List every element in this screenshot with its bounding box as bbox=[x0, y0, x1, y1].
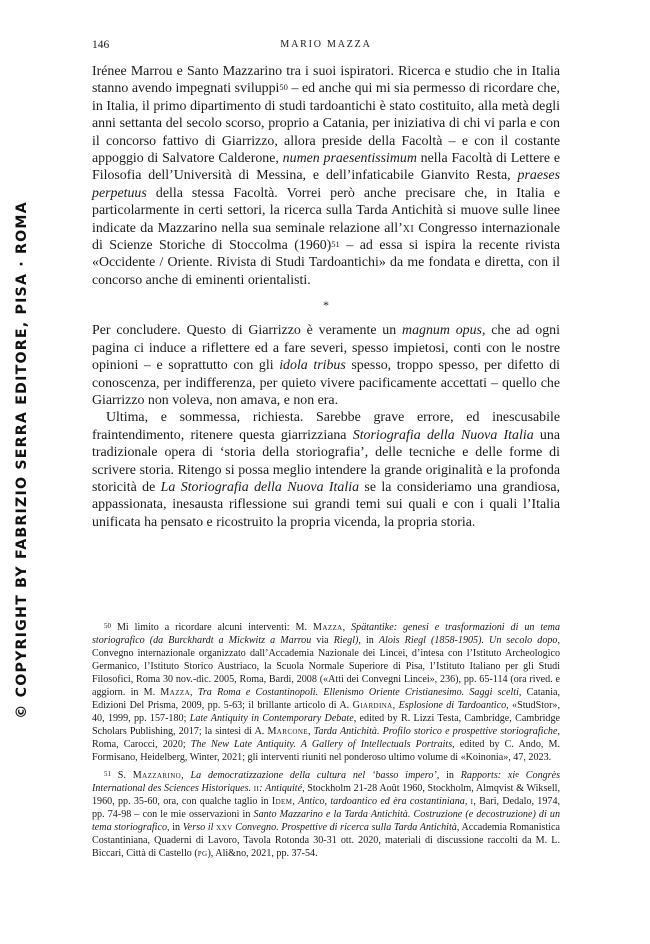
main-text bbox=[92, 63, 560, 531]
text-run: , in bbox=[358, 635, 379, 647]
text-run: spesso, troppo spesso, per difetto di conoscenza, per indifferenza, per quieto vivere pacificamente accettati – quello che Giarrizzo non voleva, non amava, e non era. bbox=[92, 358, 560, 408]
italic-run: Convegno. Prospettive di ricerca sulla Tarda Antichità bbox=[232, 821, 457, 833]
text-run: , bbox=[292, 795, 299, 807]
small-caps-run: Mazza bbox=[312, 622, 343, 633]
italic-run: Santo Mazzarino e la Tarda Antichità. Costruzione (e decostruzione) di un tema storiografico bbox=[92, 808, 560, 833]
italic-run: praeses perpetuus bbox=[92, 168, 560, 201]
italic-run: : Antiquité bbox=[259, 782, 303, 794]
copyright-notice: © COPYRIGHT BY FABRIZIO SERRA EDITORE, PISA · ROMA bbox=[14, 201, 31, 719]
small-caps-run: ii bbox=[253, 782, 260, 794]
text-run: , in bbox=[167, 821, 183, 833]
paragraph bbox=[92, 409, 560, 531]
small-caps-run: Marcone bbox=[267, 726, 308, 738]
footnote bbox=[92, 769, 560, 860]
text-run: S. bbox=[111, 769, 133, 781]
text-run: , bbox=[392, 700, 399, 712]
text-run: Ultima, e sommessa, richiesta. Sarebbe grave errore, ed inescusabile fraintendimento, ritenere questa giarrizziana bbox=[92, 410, 560, 443]
text-run: via bbox=[311, 635, 334, 647]
italic-run: Esplosione di Tardoantico bbox=[398, 700, 507, 712]
footnote-ref: 50 bbox=[279, 82, 288, 93]
italic-run: Verso il bbox=[182, 821, 217, 833]
italic-run: Riegl) bbox=[333, 635, 359, 647]
text-run: , bbox=[464, 795, 471, 807]
small-caps-run: xi bbox=[402, 220, 415, 236]
small-caps-run: xxv bbox=[216, 821, 233, 833]
italic-run: The New Late Antiquity. A Gallery of Intellectuals Portraits bbox=[190, 739, 453, 751]
small-caps-run: pg bbox=[197, 847, 208, 859]
text-run: , Catania, Edizioni Del Prisma, 2009, pp. 5-63; il brillante articolo di A. bbox=[92, 687, 561, 712]
text-run: Per concludere. Questo di Giarrizzo è veramente un bbox=[92, 323, 403, 339]
text-run: , «StudStor», 40, 1999, pp. 157-180; bbox=[92, 700, 561, 725]
copyright-sidebar bbox=[6, 201, 38, 719]
page-header bbox=[92, 39, 560, 55]
italic-run: Antico, tardoantico ed èra costantiniana bbox=[298, 795, 465, 807]
text-run: , Accademia Romanistica Costantiniana, Quaderni di Lavoro, Tavola Rotonda 30-31 ott. 2020, materiali di discussione raccolti da M. L. Biccari, Città di Castello ( bbox=[92, 821, 560, 859]
italic-run: Spätantike: genesi e trasformazioni di un tema storiografico (da Burckhardt a Mickwitz a Marrou bbox=[92, 622, 560, 647]
small-caps-run: Idem bbox=[271, 795, 293, 807]
italic-run: Tarda Antichità. Profilo storico e prospettive storiografiche bbox=[313, 726, 558, 738]
text-run: , Stockholm 21-28 Août 1960, Stockholm, Almqvist & Wiksell, 1960, pp. 35-60, ora, con qualche taglio in bbox=[92, 782, 560, 807]
italic-run: idola tribus bbox=[279, 358, 346, 374]
text-run: , bbox=[308, 726, 314, 738]
footnotes bbox=[92, 621, 560, 864]
small-caps-run: Mazza bbox=[160, 687, 191, 699]
footnote-ref: 51 bbox=[331, 239, 340, 250]
italic-run: magnum opus bbox=[402, 323, 482, 339]
italic-run: Late Antiquity in Contemporary Debate bbox=[189, 713, 354, 725]
running-head: MARIO MAZZA bbox=[280, 39, 372, 50]
text-run: una tradizionale opera di ‘storia della storiografia’, delle tecniche e delle forme di scrivere storia. Ritengo si possa meglio intendere la grande originalità e la profonda storicità de bbox=[92, 427, 560, 495]
text-run: , edited by R. Lizzi Testa, Cambridge, Cambridge Scholars Publishing, 2017; la sintesi di A. bbox=[92, 713, 560, 738]
footnote-number: 51 bbox=[104, 769, 111, 778]
text-run: , Roma, Carocci, 2020; bbox=[92, 726, 560, 751]
paragraph bbox=[92, 322, 560, 409]
text-run: nella Facoltà di Lettere e Filosofia dell’Università di Messina, e dell’infaticabile Gianvito Resta, bbox=[92, 151, 560, 184]
italic-run: Alois Riegl (1858-1905). Un secolo dopo bbox=[378, 635, 558, 647]
footnote-number: 50 bbox=[104, 622, 111, 630]
italic-run: Tra Roma e Costantinopoli. Ellenismo Oriente Cristianesimo. Saggi scelti bbox=[197, 687, 519, 699]
text-run: , bbox=[181, 769, 191, 781]
footnote bbox=[92, 621, 560, 765]
text-run: , bbox=[342, 622, 352, 633]
text-run: , Bari, Dedalo, 1974, pp. 74-98 – con le mie osservazioni in bbox=[92, 795, 561, 820]
text-run: se la consideriamo una grandiosa, appassionata, inesausta riflessione sui grandi temi sui quali e con i quali l’Italia unificata ha pensato e ricostruito la propria vicenda, la propria storia. bbox=[92, 479, 560, 530]
text-run: – ad essa si ispira la recente rivista «Occidente / Oriente. Rivista di Studi Tardoantichi» da me fondata e diretta, con il concorso anche di eminenti orientalisti. bbox=[92, 238, 560, 288]
text-run: , che ad ogni pagina ci induce a riflettere ed a fare severi, spesso impietosi, conti con le nostre opinioni – e soprattutto con gli bbox=[92, 323, 560, 374]
text-run: , Convegno internazionale organizzato dall’Accademia Nazionale dei Lincei, d’intesa con l’Istituto Archeologico Germanico, l’Istituto Storico Austriaco, la Scuola Normale Superiore di Pisa, l’Istituto Italiano per gli Studi Filosofici, Roma 30 nov.-dic. 2005, Roma, Bardi, 2008 («Atti dei Convegni Lincei», 236), pp. 65-114 (ora rived. e aggiorn. in M. bbox=[92, 635, 560, 699]
text-run: Mi limito a ricordare alcuni interventi: M. bbox=[111, 622, 313, 633]
text-run: ), Ali&no, 2021, pp. 37-54. bbox=[207, 847, 318, 859]
page-number: 146 bbox=[92, 39, 110, 51]
italic-run: Storiografia della Nuova Italia bbox=[352, 427, 534, 443]
text-run: , bbox=[190, 687, 198, 699]
superscript-run: e bbox=[515, 768, 519, 779]
text-run: , edited by C. Ando, M. Formisano, Heidelberg, Winter, 2021; gli interventi riuniti nel ponderoso ultimo volume di «Koinonia», 47, 2023. bbox=[92, 739, 560, 764]
italic-run: Rapports: xi bbox=[460, 769, 516, 781]
small-caps-run: Mazzarino bbox=[132, 769, 182, 781]
italic-run: La democratizzazione della cultura nel ‘basso impero’ bbox=[190, 769, 437, 781]
text-run: Congresso internazionale di Scienze Storiche di Stoccolma (1960) bbox=[92, 220, 560, 254]
italic-run: numen praesentissimum bbox=[282, 151, 417, 167]
text-run: – ed anche qui mi sia permesso di ricordare che, in Italia, il primo dipartimento di studi tardoantichi è stato costituito, alla metà degli anni settanta del secolo scorso, proprio a Catania, per iniziativa di chi vi parla e con il concorso fattivo di Giarrizzo, allora preside della Facoltà – e con il costante appoggio di Salvatore Calderone, bbox=[92, 81, 560, 167]
small-caps-run: i bbox=[470, 795, 474, 807]
italic-run: La Storiografia della Nuova Italia bbox=[160, 479, 360, 495]
text-run: , in bbox=[436, 769, 461, 781]
italic-run: Congrès International des Sciences Historiques. bbox=[92, 769, 561, 794]
small-caps-run: Giardina bbox=[352, 700, 393, 712]
paragraph bbox=[92, 63, 560, 289]
section-break: * bbox=[323, 298, 329, 313]
text-run: della stessa Facoltà. Vorrei però anche precisare che, in Italia e particolarmente in certi settori, la ricerca sulla Tarda Antichità si muove sulle linee indicate da Mazzarino nella sua seminale relazione all’ bbox=[92, 185, 560, 236]
text-run: Irénee Marrou e Santo Mazzarino tra i suoi ispiratori. Ricerca e studio che in Italia stanno avendo impegnati sviluppi bbox=[92, 64, 560, 97]
